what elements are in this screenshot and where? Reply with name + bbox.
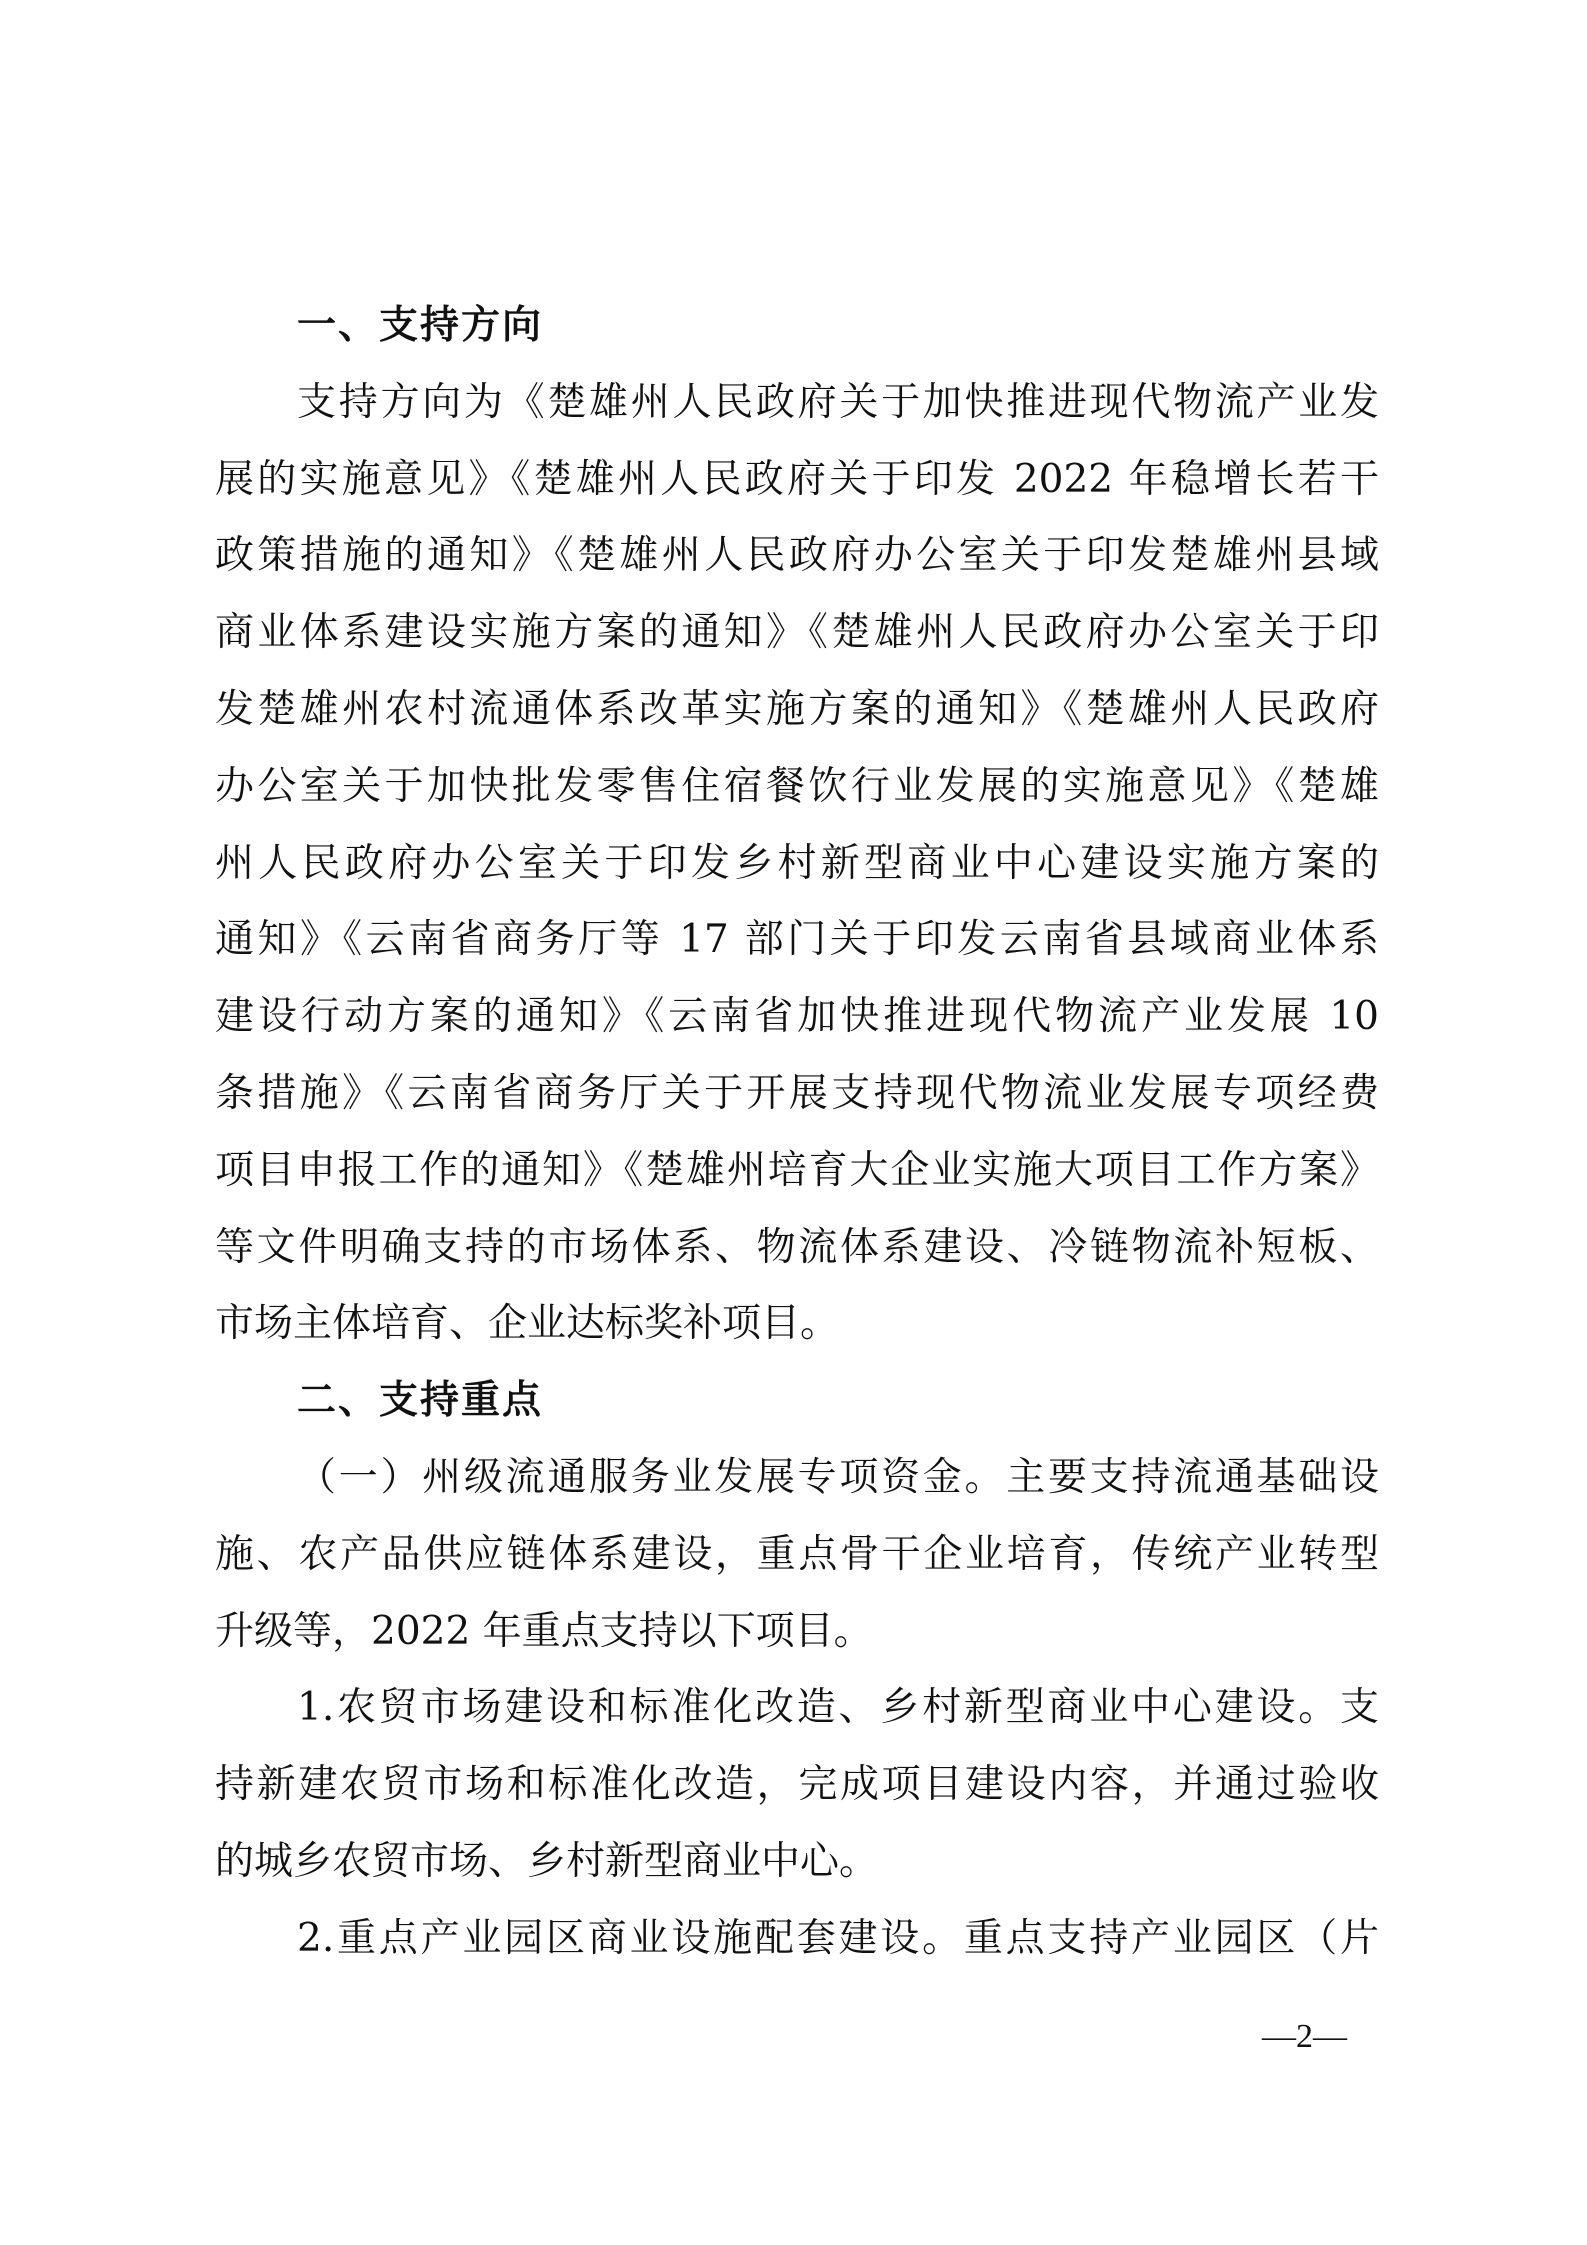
body-line: 展的实施意见》《楚雄州人民政府关于印发 2022 年稳增长若干 <box>215 456 1379 502</box>
body-line: 施、农产品供应链体系建设，重点骨干企业培育，传统产业转型 <box>215 1531 1379 1577</box>
section-heading: 二、支持重点 <box>297 1378 544 1424</box>
body-line: 升级等，2022 年重点支持以下项目。 <box>215 1608 873 1654</box>
body-line: 州人民政府办公室关于印发乡村新型商业中心建设实施方案的 <box>215 840 1379 886</box>
section-heading: 一、支持方向 <box>297 303 544 348</box>
body-line: 的城乡农贸市场、乡村新型商业中心。 <box>215 1839 879 1884</box>
body-line <box>297 1440 1379 1517</box>
body-line: 市场主体培育、企业达标奖补项目。 <box>215 1301 840 1347</box>
body-line: 条措施》《云南省商务厅关于开展支持现代物流业发展专项经费 <box>215 1071 1379 1116</box>
body-line: 等文件明确支持的市场体系、物流体系建设、冷链物流补短板、 <box>215 1224 1379 1270</box>
body-line: 持新建农贸市场和标准化改造，完成项目建设内容，并通过验收 <box>215 1762 1379 1808</box>
body-line: 支持方向为《楚雄州人民政府关于加快推进现代物流产业发 <box>297 379 1379 425</box>
body-line: 商业体系建设实施方案的通知》《楚雄州人民政府办公室关于印 <box>215 610 1379 656</box>
body-line: 1.农贸市场建设和标准化改造、乡村新型商业中心建设。支 <box>297 1685 1379 1731</box>
body-line: 政策措施的通知》《楚雄州人民政府办公室关于印发楚雄州县域 <box>215 533 1379 579</box>
body-line: 发楚雄州农村流通体系改革实施方案的通知》《楚雄州人民政府 <box>215 687 1379 732</box>
page-number: —2— <box>1262 2018 1347 2055</box>
body-line-text: 主要支持流通基础设 <box>1006 1455 1379 1500</box>
body-line: 建设行动方案的通知》《云南省加快推进现代物流产业发展 10 <box>215 994 1379 1040</box>
body-line: 2.重点产业园区商业设施配套建设。重点支持产业园区（片 <box>297 1915 1379 1961</box>
body-line: 通知》《云南省商务厅等 17 部门关于印发云南省县域商业体系 <box>215 917 1379 963</box>
paragraph-lead: （一）州级流通服务业发展专项资金。 <box>297 1455 1007 1500</box>
body-line: 办公室关于加快批发零售住宿餐饮行业发展的实施意见》《楚雄 <box>215 763 1379 809</box>
body-line: 项目申报工作的通知》《楚雄州培育大企业实施大项目工作方案》 <box>215 1147 1379 1193</box>
